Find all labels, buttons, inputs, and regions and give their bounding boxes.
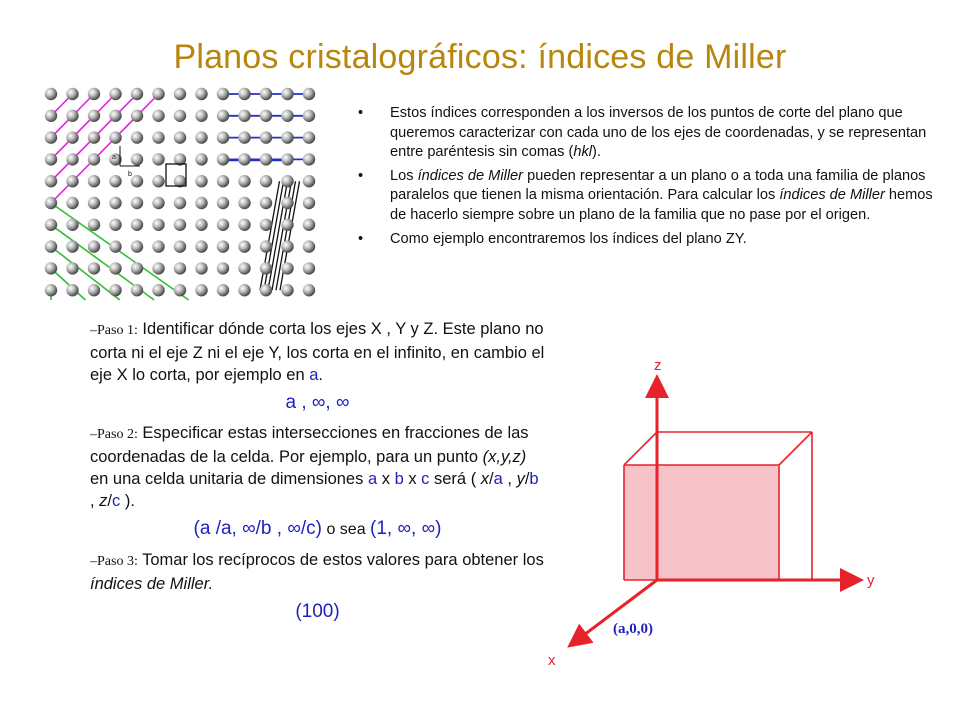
- xyz-term: (x,y,z): [482, 448, 527, 466]
- lattice-atom: [152, 175, 164, 187]
- lattice-atom: [238, 262, 250, 274]
- lattice-atom: [195, 284, 207, 296]
- step-text: Especificar estas intersecciones en fracciones de las coordenadas de la celda. Por ejemplo, para un punto: [90, 424, 529, 466]
- bullet-dot: •: [358, 230, 364, 247]
- lattice-atom: [303, 110, 315, 122]
- basis-b-label: b: [128, 171, 132, 178]
- lattice-atom: [45, 110, 57, 122]
- lattice-atom: [152, 240, 164, 252]
- lattice-diagram: [42, 84, 332, 302]
- lattice-atom: [217, 110, 229, 122]
- x-axis-label: x: [548, 652, 556, 669]
- miller-term: índices de Miller: [779, 187, 885, 204]
- lattice-atom: [174, 197, 186, 209]
- lattice-atom: [217, 88, 229, 100]
- lattice-atom: [152, 153, 164, 165]
- lattice-atom: [88, 284, 100, 296]
- lattice-atom: [195, 175, 207, 187]
- lattice-atom: [260, 240, 272, 252]
- bullet-text: Estos índices corresponden a los inversos de los puntos de corte del plano que queremos caracterizar con cada uno de los ejes de coordenadas, y se representan entre paréntesis sin comas (: [390, 105, 927, 161]
- lattice-atom: [217, 262, 229, 274]
- lattice-atom: [131, 219, 143, 231]
- miller-result: (100): [295, 601, 340, 622]
- lattice-atom: [152, 88, 164, 100]
- lattice-atom: [131, 240, 143, 252]
- cube-diagram: [540, 340, 900, 670]
- lattice-atom: [152, 131, 164, 143]
- lattice-atom: [303, 131, 315, 143]
- lattice-atom: [303, 197, 315, 209]
- lattice-atom: [260, 88, 272, 100]
- lattice-atom: [45, 88, 57, 100]
- step-text: Identificar dónde corta los ejes X , Y y Z. Este plano no corta ni el eje Z ni el eje Y, los corta en el infinito, en cambio el eje X lo corta, por ejemplo en: [90, 320, 545, 384]
- lattice-atom: [195, 131, 207, 143]
- lattice-atom: [66, 131, 78, 143]
- step-text-end: .: [318, 366, 323, 384]
- lattice-atom: [109, 88, 121, 100]
- lattice-atom: [131, 88, 143, 100]
- lattice-atom: [238, 219, 250, 231]
- slash: /: [524, 470, 530, 488]
- times-sign: x: [403, 470, 422, 488]
- var-a: a: [367, 470, 378, 488]
- lattice-atom: [303, 262, 315, 274]
- lattice-atom: [88, 175, 100, 187]
- separator: ,: [502, 470, 517, 488]
- steps-section: [90, 318, 545, 623]
- lattice-atom: [195, 197, 207, 209]
- step-text-end: ).: [120, 492, 135, 510]
- lattice-atom: [195, 153, 207, 165]
- bullet-item: [358, 230, 938, 250]
- lattice-atom: [238, 110, 250, 122]
- lattice-atom: [45, 197, 57, 209]
- lattice-atom: [45, 219, 57, 231]
- lattice-atom: [45, 262, 57, 274]
- lattice-atom: [281, 284, 293, 296]
- hkl-term: hkl: [573, 144, 592, 161]
- bullet-dot: •: [358, 105, 364, 121]
- lattice-atom: [238, 153, 250, 165]
- lattice-atom: [66, 110, 78, 122]
- lattice-atom: [66, 262, 78, 274]
- lattice-atom: [260, 262, 272, 274]
- lattice-atom: [195, 110, 207, 122]
- lattice-atom: [281, 153, 293, 165]
- lattice-atom: [217, 219, 229, 231]
- lattice-atom: [88, 153, 100, 165]
- miller-plane: [624, 465, 779, 580]
- lattice-atom: [195, 240, 207, 252]
- lattice-atom: [217, 284, 229, 296]
- fractions-right: (1, ∞, ∞): [370, 518, 442, 539]
- lattice-atom: [131, 197, 143, 209]
- lattice-atom: [109, 262, 121, 274]
- lattice-atom: [109, 219, 121, 231]
- lattice-atom: [174, 284, 186, 296]
- bullet-dot: •: [358, 167, 364, 184]
- separator: ,: [90, 492, 100, 510]
- bullet-list: [358, 104, 938, 253]
- lattice-atom: [88, 131, 100, 143]
- lattice-atom: [260, 153, 272, 165]
- plane-line-black: [260, 181, 280, 290]
- lattice-atom: [152, 197, 164, 209]
- plane-line-magenta: [51, 94, 159, 203]
- lattice-atom: [152, 262, 164, 274]
- lattice-atom: [238, 131, 250, 143]
- var-c: c: [112, 492, 121, 510]
- var-b: b: [394, 470, 404, 488]
- intercept-point-label: (a,0,0): [613, 621, 653, 637]
- lattice-atom: [66, 175, 78, 187]
- basis-a-label: a: [112, 154, 116, 161]
- lattice-atom: [303, 240, 315, 252]
- step-text: en una celda unitaria de dimensiones: [90, 470, 368, 488]
- bullet-text: Como ejemplo encontraremos los índices del plano ZY.: [390, 230, 747, 247]
- lattice-atom: [45, 240, 57, 252]
- lattice-atom: [281, 197, 293, 209]
- lattice-atom: [109, 110, 121, 122]
- lattice-atom: [109, 284, 121, 296]
- lattice-atom: [88, 262, 100, 274]
- bullet-text: ).: [591, 144, 601, 161]
- bullet-item: [358, 167, 938, 226]
- lattice-atom: [174, 88, 186, 100]
- lattice-atom: [281, 240, 293, 252]
- lattice-atom: [174, 219, 186, 231]
- lattice-atom: [260, 110, 272, 122]
- lattice-atom: [109, 131, 121, 143]
- lattice-atom: [131, 175, 143, 187]
- fractions-equation: [90, 518, 545, 541]
- lattice-atom: [45, 284, 57, 296]
- lattice-atom: [303, 284, 315, 296]
- lattice-atom: [152, 284, 164, 296]
- lattice-atom: [217, 131, 229, 143]
- bullet-text: Los: [390, 167, 418, 184]
- lattice-atom: [88, 197, 100, 209]
- y-axis-label: y: [867, 572, 875, 589]
- lattice-atom: [281, 110, 293, 122]
- lattice-atom: [281, 88, 293, 100]
- lattice-atom: [131, 131, 143, 143]
- lattice-atom: [88, 240, 100, 252]
- step-label: –Paso 1:: [90, 323, 138, 338]
- lattice-atom: [281, 262, 293, 274]
- lattice-atom: [131, 110, 143, 122]
- lattice-atom: [238, 175, 250, 187]
- times-sign: x: [377, 470, 395, 488]
- page-title: Planos cristalográficos: índices de Miller: [173, 38, 787, 76]
- lattice-atom: [260, 197, 272, 209]
- lattice-atom: [174, 262, 186, 274]
- lattice-atom: [66, 153, 78, 165]
- var-c: c: [421, 470, 430, 488]
- lattice-atom: [174, 131, 186, 143]
- var-a: a: [493, 470, 503, 488]
- lattice-atom: [303, 153, 315, 165]
- step-1: [90, 318, 545, 386]
- bullet-item: [358, 104, 938, 163]
- lattice-atom: [238, 88, 250, 100]
- bullet-text: pueden representar a un plano o a toda una familia de planos paralelos que tienen la misma orientación. Para calcular los: [390, 167, 926, 204]
- lattice-atom: [152, 110, 164, 122]
- lattice-atom: [131, 284, 143, 296]
- var-y: y: [516, 470, 525, 488]
- lattice-atom: [217, 197, 229, 209]
- var-b: b: [529, 470, 539, 488]
- lattice-atom: [88, 88, 100, 100]
- lattice-atom: [260, 284, 272, 296]
- lattice-atom: [195, 88, 207, 100]
- lattice-atom: [131, 153, 143, 165]
- slash: /: [107, 492, 113, 510]
- lattice-atom: [217, 153, 229, 165]
- lattice-atom: [238, 284, 250, 296]
- step-3: [90, 549, 545, 595]
- lattice-atom: [195, 262, 207, 274]
- lattice-atom: [45, 175, 57, 187]
- lattice-atom: [217, 240, 229, 252]
- var-a: a: [309, 366, 319, 384]
- lattice-atom: [66, 197, 78, 209]
- lattice-atom: [260, 175, 272, 187]
- miller-term: índices de Miller: [417, 167, 524, 184]
- slash: /: [489, 470, 494, 488]
- fractions-mid: o sea: [322, 521, 371, 538]
- lattice-atom: [238, 240, 250, 252]
- step-2: [90, 422, 545, 512]
- lattice-atom: [260, 219, 272, 231]
- lattice-atom: [281, 175, 293, 187]
- lattice-atom: [281, 219, 293, 231]
- lattice-atom: [45, 131, 57, 143]
- lattice-atom: [88, 110, 100, 122]
- lattice-atom: [109, 175, 121, 187]
- lattice-atom: [217, 175, 229, 187]
- fractions-left: (a /a, ∞/b , ∞/c): [193, 518, 322, 539]
- plane-line-green: [51, 268, 85, 300]
- lattice-atom: [109, 197, 121, 209]
- lattice-atom: [131, 262, 143, 274]
- step-text: será (: [429, 470, 481, 488]
- lattice-atom: [174, 240, 186, 252]
- lattice-atom: [66, 219, 78, 231]
- lattice-atom: [66, 284, 78, 296]
- z-axis-label: z: [654, 357, 662, 374]
- lattice-atom: [109, 240, 121, 252]
- step-label: –Paso 3:: [90, 554, 138, 569]
- intercepts-equation: a , ∞, ∞: [285, 392, 350, 413]
- lattice-atom: [238, 197, 250, 209]
- lattice-atom: [88, 219, 100, 231]
- miller-term: índices de Miller.: [90, 575, 214, 593]
- lattice-atom: [66, 240, 78, 252]
- plane-line-green: [51, 247, 120, 300]
- lattice-atom: [303, 219, 315, 231]
- bullet-text: hemos de hacerlo siempre sobre un plano de la familia que no pase por el origen.: [390, 187, 933, 223]
- lattice-atom: [303, 88, 315, 100]
- lattice-atom: [174, 110, 186, 122]
- lattice-atom: [45, 153, 57, 165]
- lattice-atom: [66, 88, 78, 100]
- step-label: –Paso 2:: [90, 427, 138, 442]
- lattice-atom: [303, 175, 315, 187]
- var-x: x: [480, 470, 490, 488]
- var-z: z: [99, 492, 108, 510]
- step-text: Tomar los recíprocos de estos valores para obtener los: [137, 551, 544, 569]
- lattice-atom: [195, 219, 207, 231]
- lattice-atom: [281, 131, 293, 143]
- lattice-atom: [152, 219, 164, 231]
- lattice-atom: [260, 131, 272, 143]
